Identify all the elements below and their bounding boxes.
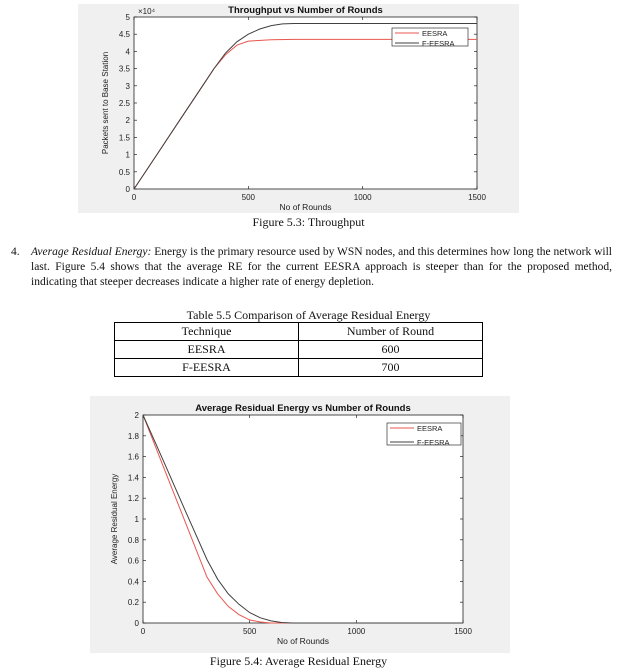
y-tick-label: 0 [125, 185, 130, 194]
chart-title: Throughput vs Number of Rounds [228, 5, 383, 16]
paragraph-title: Average Residual Energy: [31, 246, 152, 258]
y-tick-label: 3.5 [118, 64, 130, 74]
table-cell: EESRA [115, 341, 299, 359]
table-header-rounds: Number of Round [299, 323, 483, 341]
y-tick-label: 2.5 [118, 99, 130, 108]
y-tick-label: 1.4 [127, 473, 139, 483]
y-tick-label: 0 [134, 619, 139, 628]
y-tick-label: 3 [125, 81, 130, 91]
plot-area [143, 415, 463, 623]
average-residual-energy-paragraph [8, 245, 612, 290]
throughput-chart [78, 4, 519, 213]
y-tick-label: 1.2 [127, 494, 139, 504]
legend-label: F-EESRA [422, 39, 455, 48]
figure-5-4-caption: Figure 5.4: Average Residual Energy [209, 654, 388, 668]
y-tick-label: 0.6 [127, 556, 139, 566]
x-tick-label: 500 [242, 627, 257, 636]
x-tick-label: 1500 [454, 627, 472, 636]
y-axis-label: Average Residual Energy [110, 473, 119, 565]
y-axis-label: Packets sent to Base Station [101, 51, 110, 155]
x-tick-label: 0 [140, 627, 146, 636]
x-tick-label: 0 [131, 193, 137, 202]
x-tick-label: 1500 [468, 193, 486, 202]
y-tick-label: 1 [125, 150, 130, 160]
x-axis-label: No of Rounds [279, 202, 332, 212]
table-cell: F-EESRA [115, 359, 299, 377]
x-tick-label: 1000 [347, 627, 366, 636]
y-tick-label: 2 [125, 116, 130, 126]
y-tick-label: 0.8 [127, 535, 139, 545]
legend-label: F-EESRA [417, 438, 450, 447]
figure-5-3-caption: Figure 5.3: Throughput [252, 215, 365, 229]
y-tick-label: 0.2 [127, 598, 139, 608]
y-tick-label: 0.5 [118, 167, 130, 177]
y-tick-label: 1.6 [127, 452, 139, 462]
x-tick-label: 500 [241, 193, 256, 202]
y-tick-label: 1.5 [118, 133, 130, 143]
table-5-5-caption: Table 5.5 Comparison of Average Residual Energy [186, 308, 431, 322]
table-cell: 700 [299, 359, 483, 377]
y-tick-label: 1.8 [127, 431, 139, 441]
residual-energy-figure [90, 396, 510, 653]
table-row [115, 359, 483, 377]
table-cell: 600 [299, 341, 483, 359]
legend-label: EESRA [422, 29, 448, 38]
chart-title: Average Residual Energy vs Number of Rounds [195, 403, 411, 414]
comparison-table [114, 322, 483, 377]
table-row [115, 341, 483, 359]
residual-energy-chart [90, 396, 510, 653]
y-tick-label: 0.4 [127, 577, 139, 587]
x-axis-label: No of Rounds [277, 636, 329, 646]
y-tick-label: 1 [134, 515, 139, 524]
throughput-figure [78, 4, 519, 213]
y-tick-label: 5 [125, 13, 130, 22]
y-tick-label: 4 [125, 47, 130, 57]
y-tick-label: 4.5 [118, 30, 130, 40]
list-number: 4. [11, 246, 20, 258]
legend-label: EESRA [417, 424, 443, 433]
table-header-row [115, 323, 483, 341]
table-header-technique: Technique [115, 323, 299, 341]
y-exponent-label: ×10⁴ [138, 7, 156, 16]
y-tick-label: 2 [134, 411, 139, 420]
paragraph-body: Energy is the primary resource used by WSN nodes, and this determines how long the network will last. Figure 5.4 shows that the average RE for the current EESRA approach is steeper than for the proposed method, indicating that steeper decreases indicate a higher rate of energy depletion. [31, 246, 613, 288]
x-tick-label: 1000 [353, 193, 372, 202]
